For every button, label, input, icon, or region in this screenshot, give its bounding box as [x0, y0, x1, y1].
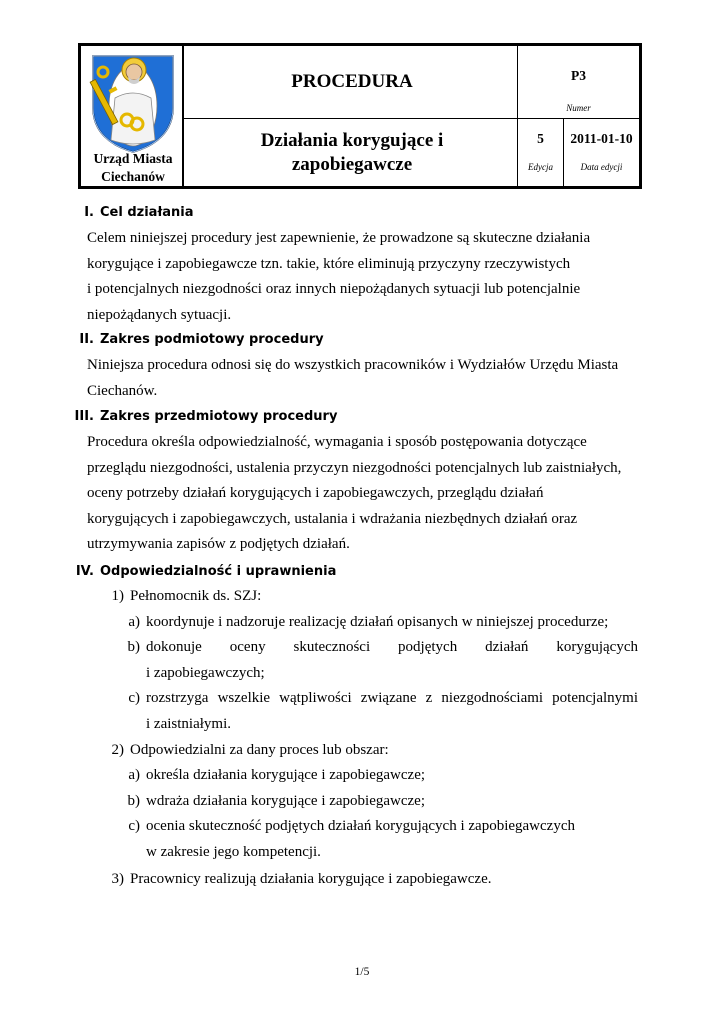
date-value: 2011-01-10: [570, 131, 633, 146]
section-title: Zakres przedmiotowy procedury: [100, 409, 338, 424]
sublist-item-continuation: i zapobiegawczych;: [146, 664, 265, 681]
sublist-item: koordynuje i nadzoruje realizację działań opisanych w niniejszej procedurze;: [146, 613, 609, 630]
paragraph-line: oceny potrzeby działań korygujących i zapobiegawczych, przeglądu działań: [87, 485, 544, 502]
paragraph-line: utrzymywania zapisów z podjętych działań.: [87, 536, 350, 553]
paragraph-line: Celem niniejszej procedury jest zapewnienie, że prowadzone są skuteczne działania: [87, 230, 591, 246]
sublist-label: c): [128, 690, 140, 707]
paragraph-line: Niniejsza procedura odnosi się do wszystkich pracowników i Wydziałów Urzędu Miasta: [87, 357, 619, 373]
section-heading: [58, 563, 638, 581]
number-value: P3: [571, 68, 586, 83]
document-header-table: [78, 43, 642, 189]
document-type: PROCEDURA: [291, 71, 413, 92]
section-number: III.: [74, 409, 94, 424]
paragraph-line: i potencjalnych niezgodności oraz innych niepożądanych sytuacji lub potencjalnie: [87, 281, 581, 298]
section-title: Zakres podmiotowy procedury: [100, 332, 324, 347]
sublist-label: a): [128, 767, 140, 784]
sublist-item: ocenia skuteczność podjętych działań korygujących i zapobiegawczych: [146, 818, 575, 835]
page-number: 1/5: [354, 966, 370, 978]
paragraph-line: korygujących i zapobiegawczych, ustalania i wdrażania niezbędnych działań oraz: [87, 510, 578, 527]
section-number: I.: [84, 205, 94, 220]
document-title: [186, 119, 518, 187]
document-title-text: Działania korygujące i zapobiegawcze: [260, 130, 444, 175]
list-number: 2): [111, 741, 124, 758]
paragraph-line: Procedura określa odpowiedzialność, wymagania i sposób postępowania dotyczące: [87, 434, 587, 450]
sublist-label: b): [127, 792, 140, 809]
section-heading: [58, 204, 638, 222]
paragraph-line: Ciechanów.: [87, 382, 158, 399]
sublist-label: b): [127, 639, 140, 656]
paragraph-line: niepożądanych sytuacji.: [87, 306, 232, 323]
list-item: Odpowiedzialni za dany proces lub obszar:: [130, 741, 389, 758]
list-item: Pracownicy realizują działania korygujące i zapobiegawcze.: [130, 871, 492, 887]
edition-value: 5: [537, 131, 544, 146]
edition-label: Edycja: [528, 162, 553, 172]
date-label: Data edycji: [580, 162, 623, 172]
list-item: Pełnomocnik ds. SZJ:: [130, 588, 262, 604]
sublist-item: określa działania korygujące i zapobiegawcze;: [146, 767, 426, 784]
sublist-label: a): [128, 613, 140, 630]
section-number: II.: [79, 332, 94, 347]
sublist-item: wdraża działania korygujące i zapobiegawcze;: [146, 792, 426, 809]
section-title: Odpowiedzialność i uprawnienia: [100, 564, 337, 579]
sublist-item: dokonuje oceny skuteczności podjętych działań korygujących: [146, 639, 638, 656]
coat-of-arms-icon: [85, 50, 181, 154]
list-number: 1): [111, 588, 124, 604]
paragraph-line: korygujące i zapobiegawcze tzn. takie, które eliminują przyczyny rzeczywistych: [87, 255, 571, 272]
section-heading: [58, 408, 638, 426]
list-number: 3): [111, 871, 124, 887]
number-label: Numer: [566, 103, 591, 113]
section-heading: [58, 331, 638, 349]
section-title: Cel działania: [100, 205, 194, 220]
sublist-item-continuation: i zaistniałymi.: [146, 716, 231, 732]
divider: [563, 119, 564, 186]
paragraph-line: przeglądu niezgodności, ustalenia przyczyn niezgodności potencjalnych lub zaistniałych,: [87, 459, 622, 476]
section-number: IV.: [75, 564, 94, 579]
sublist-label: c): [128, 818, 140, 835]
office-name: Urząd Miasta Ciechanów: [93, 151, 173, 184]
sublist-item: rozstrzyga wszelkie wątpliwości związane z niezgodnościami potencjalnymi: [146, 690, 638, 707]
sublist-item-continuation: w zakresie jego kompetencji.: [146, 844, 321, 860]
